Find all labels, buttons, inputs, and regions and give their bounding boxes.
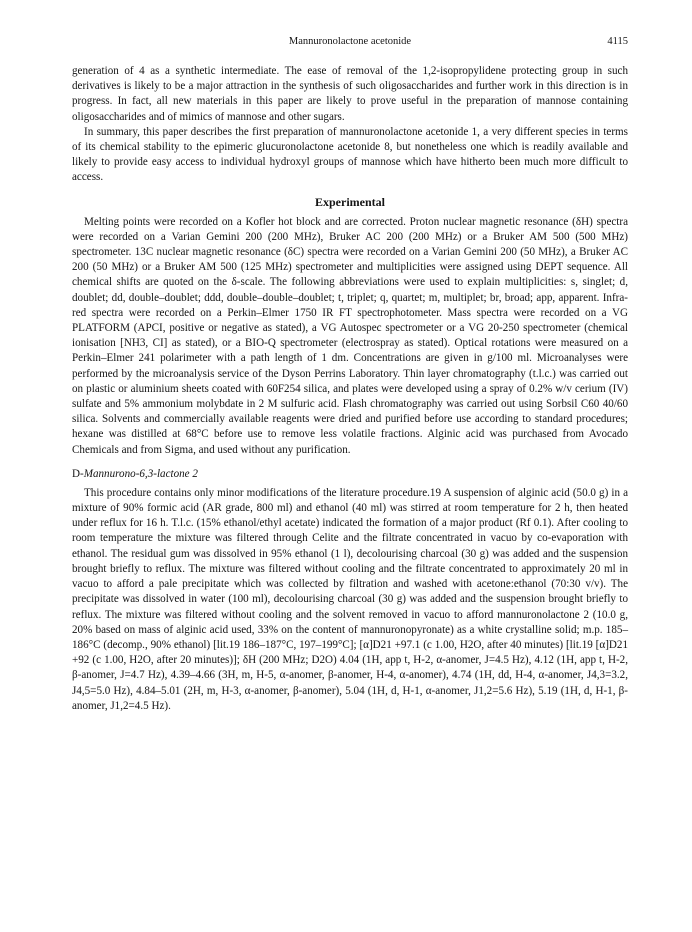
intro-paragraph-1: generation of 4 as a synthetic intermediate. The ease of removal of the 1,2-isopropylidene protecting group in such derivatives is likely to be a major attraction in the synthesis of such oligosaccharides and further work in this direction is in progress. In fact, all new materials in this paper are likely to prove useful in the preparation of mannose containing oligosaccharides and of mimics of mannose and other sugars.: [72, 65, 628, 123]
running-header: [72, 36, 628, 52]
page-number: 4115: [607, 36, 628, 47]
intro-paragraph-2: In summary, this paper describes the first preparation of mannuronolactone acetonide 1, a very different species in terms of its chemical stability to the epimeric glucuronolactone acetonide 8, but nonetheless one which is readily available and likely to provide easy access to individual hydroxyl groups of mannose which have hitherto been much more difficult to access.: [72, 125, 628, 184]
compound-heading-prefix: D-: [72, 467, 84, 480]
compound-procedure-paragraph: This procedure contains only minor modifications of the literature procedure.19 A suspension of alginic acid (50.0 g) in a mixture of 90% formic acid (AR grade, 800 ml) and ethanol (40 ml) was stirred at room temperature for 2 h, then heated under reflux for 16 h. T.l.c. (15% ethanol/ethyl acetate) indicated the formation of a major product (Rf 0.1). After cooling to room temperature the mixture was filtered through Celite and the filtrate concentrated in vacuo by co-evaporation with ethanol. The residual gum was dissolved in 95% ethanol (1 l), decolourising charcoal (30 g) was added and the suspension brought briefly to reflux. The mixture was filtered without cooling and the filtrate concentrated to approximately 20 ml in vacuo to afford a pale precipitate which was collected by filtration and washed with acetone:ethanol (70:30 v/v). The precipitate was dissolved in water (100 ml), decolourising charcoal (30 g) was added and the suspension brought briefly to reflux. The mixture was filtered without cooling and the solvent removed in vacuo to afford mannuronolactone 2 (10.0 g, 20% based on mass of alginic acid used, 33% on the content of mannuronopyronate) as a white crystalline solid; m.p. 185–186°C (decomp., 90% ethanol) [lit.19 186–187°C, 197–199°C]; [α]D21 +97.1 (c 1.00, H2O, after 40 minutes) [lit.19 [α]D21 +92 (c 1.00, H2O, after 20 minutes)]; δH (200 MHz; D2O) 4.04 (1H, app t, H-2, α-anomer, J=4.5 Hz), 4.12 (1H, app t, H-2, β-anomer, J=4.7 Hz), 4.39–4.66 (3H, m, H-5, α-anomer, β-anomer, H-4, α-anomer), 4.74 (1H, dd, H-4, α-anomer, J4,3=3.2, J4,5=5.0 Hz), 4.84–5.01 (2H, m, H-3, α-anomer, β-anomer), 5.04 (1H, d, H-1, α-anomer, J1,2=5.6 Hz), 5.19 (1H, d, H-1, β-anomer, J1,2=4.5 Hz).: [72, 486, 628, 712]
compound-heading: [72, 467, 628, 482]
section-heading-experimental: Experimental: [315, 194, 385, 209]
compound-heading-name: Mannurono-6,3-lactone 2: [83, 467, 198, 480]
experimental-paragraph: Melting points were recorded on a Kofler hot block and are corrected. Proton nuclear magnetic resonance (δH) spectra were recorded on a Varian Gemini 200 (200 MHz), Bruker AC 200 (200 MHz) or a Bruker AM 500 (500 MHz) spectrometer. 13C nuclear magnetic resonance (δC) spectra were recorded on a Varian Gemini 200 (50 MHz), a Bruker AC 200 (50 MHz) or a Bruker AM 500 (125 MHz) spectrometer and multiplicities were assigned using DEPT sequence. All chemical shifts are quoted on the δ-scale. The following abbreviations were used to explain multiplicities: s, singlet; d, doublet; dd, double–doublet; ddd, double–double–doublet; t, triplet; q, quartet; m, multiplet; br, broad; app, apparent. Infra-red spectra were recorded on a Perkin–Elmer 1750 IR FT spectrophotometer. Mass spectra were recorded on a VG PLATFORM (APCI, positive or negative as stated), a VG Autospec spectrometer or a VG 20-250 spectrometer (chemical ionisation [NH3, CI] as stated), or a BIO-Q spectrometer (electrospray as stated). Optical rotations were measured on a Perkin–Elmer 241 polarimeter with a path length of 1 dm. Concentrations are given in g/100 ml. Microanalyses were performed by the microanalysis service of the Dyson Perrins Laboratory. Thin layer chromatography (t.l.c.) was carried out on plastic or aluminium sheets coated with 60F254 silica, and plates were developed using a spray of 0.2% w/v cerium (IV) sulfate and 5% ammonium molybdate in 2 M sulfuric acid. Flash chromatography was carried out using Sorbsil C60 40/60 silica. Solvents and commercially available reagents were dried and purified before use according to standard procedures; hexane was distilled at 68°C before use to remove less volatile fractions. Alginic acid was purchased from Avocado Chemicals and from Sigma, and used without any purification.: [72, 215, 628, 456]
page: [72, 36, 628, 714]
running-title: Mannuronolactone acetonide: [288, 36, 412, 47]
